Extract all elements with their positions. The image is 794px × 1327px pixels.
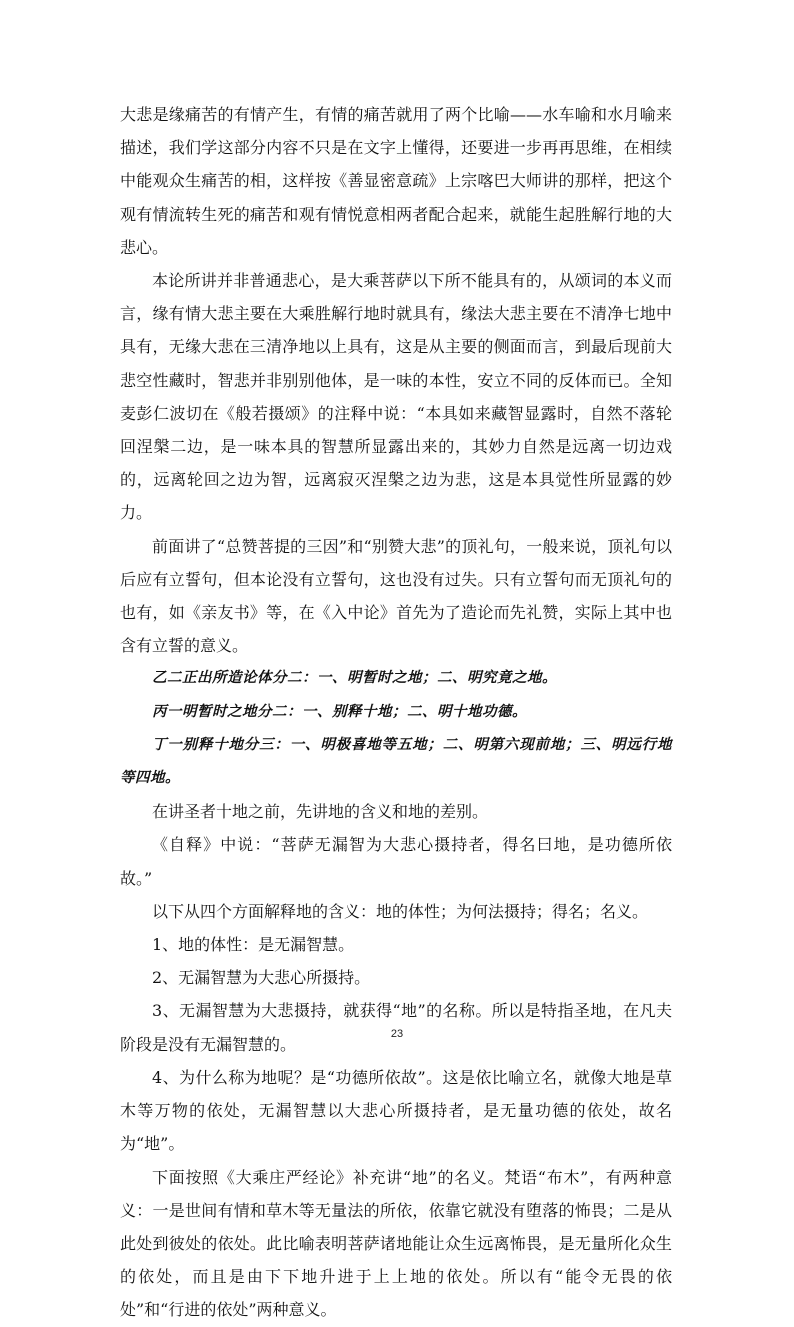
list-item-3: 3、无漏智慧为大悲摄持，就获得“地”的名称。所以是特指圣地，在凡夫阶段是没有无漏智慧的。 (120, 1001, 672, 1054)
paragraph-sutra-ornament: 下面按照《大乘庄严经论》补充讲“地”的名义。梵语“布木”，有两种意义：一是世间有情和草木等无量法的所依，依靠它就没有堕落的怖畏；二是从此处到彼处的依处。此比喻表明菩萨诸地能让众生远离怖畏，是无量所化众生的依处，而且是由下下地升进于上上地的依处。所以有“能令无畏的依处”和“行进的依处”两种意义。 (120, 1167, 672, 1320)
section-heading-ding-yi: 丁一别释十地分三：一、明极喜地等五地；二、明第六现前地；三、明远行地等四地。 (120, 736, 672, 787)
section-heading-yi-er: 乙二正出所造论体分二：一、明暂时之地；二、明究竟之地。 (152, 670, 557, 687)
page-number: 23 (390, 1028, 404, 1040)
list-item-2: 2、无漏智慧为大悲心所摄持。 (152, 968, 371, 988)
paragraph-self-commentary-quote: 《自释》中说：“菩萨无漏智为大悲心摄持者，得名曰地，是功德所依故。” (120, 835, 672, 888)
list-item-4: 4、为什么称为地呢？是“功德所依故”。这是依比喻立名，就像大地是草木等万物的依处，无漏智慧以大悲心所摄持者，是无量功德的依处，故名为“地”。 (120, 1067, 672, 1154)
paragraph-great-compassion: 本论所讲并非普通悲心，是大乘菩萨以下所不能具有的，从颂词的本义而言，缘有情大悲主要在大乘胜解行地时就具有，缘法大悲主要在不清净七地中具有，无缘大悲在三清净地以上具有，这是从主要的侧面而言，到最后现前大悲空性藏时，智悲并非别别他体，是一味的本性，安立不同的反体而已。全知麦彭仁波切在《般若摄颂》的注释中说：“本具如来藏智显露时，自然不落轮回涅槃二边，是一味本具的智慧所显露出来的，其妙力自然是远离一切边戏的，远离轮回之边为智，远离寂灭涅槃之边为悲，这是本具觉性所显露的妙力。 (120, 271, 672, 523)
section-heading-bing-yi: 丙一明暂时之地分二：一、别释十地；二、明十地功德。 (152, 703, 527, 720)
paragraph-compassion-intro: 大悲是缘痛苦的有情产生，有情的痛苦就用了两个比喻——水车喻和水月喻来描述，我们学这部分内容不只是在文字上懂得，还要进一步再再思维，在相续中能观众生痛苦的相，这样按《善显密意疏》上宗喀巴大师讲的那样，把这个观有情流转生死的痛苦和观有情悦意相两者配合起来，就能生起胜解行地的大悲心。 (120, 105, 672, 257)
paragraph-ten-grounds-intro: 在讲圣者十地之前，先讲地的含义和地的差别。 (152, 802, 489, 822)
page-body (120, 98, 672, 1327)
list-item-1: 1、地的体性：是无漏智慧。 (152, 935, 355, 955)
paragraph-homage-vow: 前面讲了“总赞菩提的三因”和“别赞大悲”的顶礼句，一般来说，顶礼句以后应有立誓句，但本论没有立誓句，这也没有过失。只有立誓句而无顶礼句的也有，如《亲友书》等，在《入中论》首先为了造论而先礼赞，实际上其中也含有立誓的意义。 (120, 536, 672, 656)
paragraph-four-aspects: 以下从四个方面解释地的含义：地的体性；为何法摄持；得名；名义。 (152, 901, 649, 921)
